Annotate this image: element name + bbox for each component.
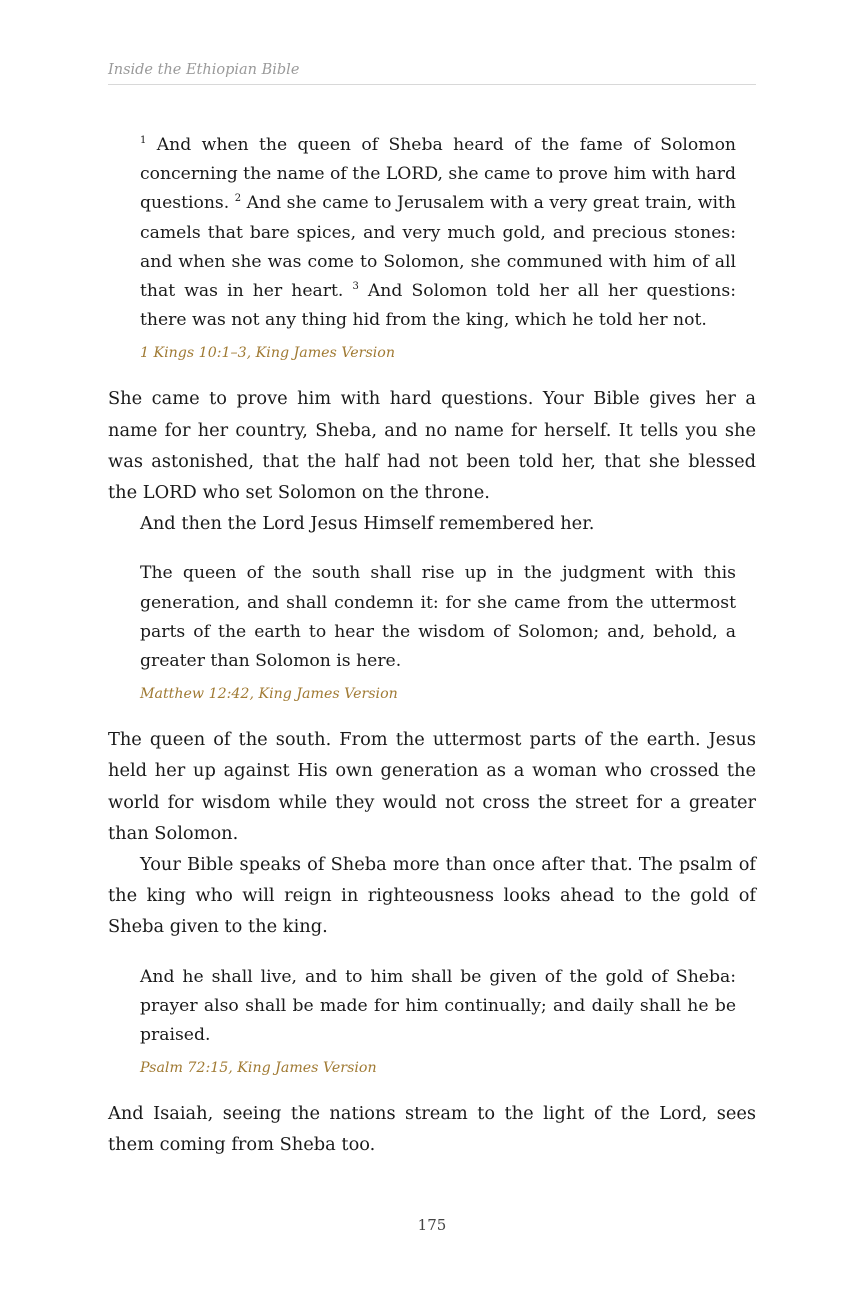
- body-paragraph: Your Bible speaks of Sheba more than once after that. The psalm of the king who will reign in righteousness looks ahead to the gold of Sheba given to the king.: [108, 854, 756, 938]
- verse-number: 2: [234, 193, 242, 205]
- page-number: 175: [417, 1216, 447, 1234]
- quote-citation: 1 Kings 10:1–3, King James Version: [140, 345, 395, 362]
- quote-text: And he shall live, and to him shall be given of the gold of Sheba: prayer also shall be made for him continually; and daily shall he be praised.: [140, 966, 736, 1046]
- quote-citation: Psalm 72:15, King James Version: [140, 1060, 377, 1077]
- running-header: Inside the Ethiopian Bible: [108, 62, 756, 85]
- book-page: [108, 0, 756, 1296]
- scripture-quote-1kings: [140, 131, 736, 363]
- verse-text: And she came to Jerusalem with a very great train, with camels that bare spices, and very much gold, and precious stones: and when she was come to Solomon, she communed with him of all that was in her heart.: [140, 193, 736, 302]
- body-paragraph: And then the Lord Jesus Himself remembered her.: [140, 513, 595, 535]
- quote-citation: Matthew 12:42, King James Version: [140, 686, 398, 703]
- page-content: [108, 131, 756, 1161]
- verse-number: 1: [140, 135, 147, 146]
- verse-text: And Solomon told her all her questions: there was not any thing hid from the king, which he told her not.: [140, 281, 736, 331]
- scripture-quote-psalm: [140, 963, 736, 1079]
- verse-text: And when the queen of Sheba heard of the fame of Solomon concerning the name of the LORD, she came to prove him with hard questions.: [140, 135, 736, 214]
- body-paragraph: The queen of the south. From the uttermost parts of the earth. Jesus held her up against His own generation as a woman who crossed the world for wisdom while they would not cross the street for a greater than Solomon.: [108, 729, 756, 844]
- body-paragraph: She came to prove him with hard questions. Your Bible gives her a name for her country, Sheba, and no name for herself. It tells you she was astonished, that the half had not been told her, that she blessed the LORD who set Solomon on the throne.: [108, 388, 756, 504]
- quote-text: The queen of the south shall rise up in the judgment with this generation, and shall condemn it: for she came from the uttermost parts of the earth to hear the wisdom of Solomon; and, behold, a greater than Solomon is here.: [140, 563, 736, 672]
- body-paragraph: And Isaiah, seeing the nations stream to the light of the Lord, sees them coming from Sheba too.: [108, 1103, 756, 1156]
- quote-text: [140, 131, 736, 335]
- verse-number: 3: [352, 281, 359, 293]
- scripture-quote-matthew: [140, 559, 736, 704]
